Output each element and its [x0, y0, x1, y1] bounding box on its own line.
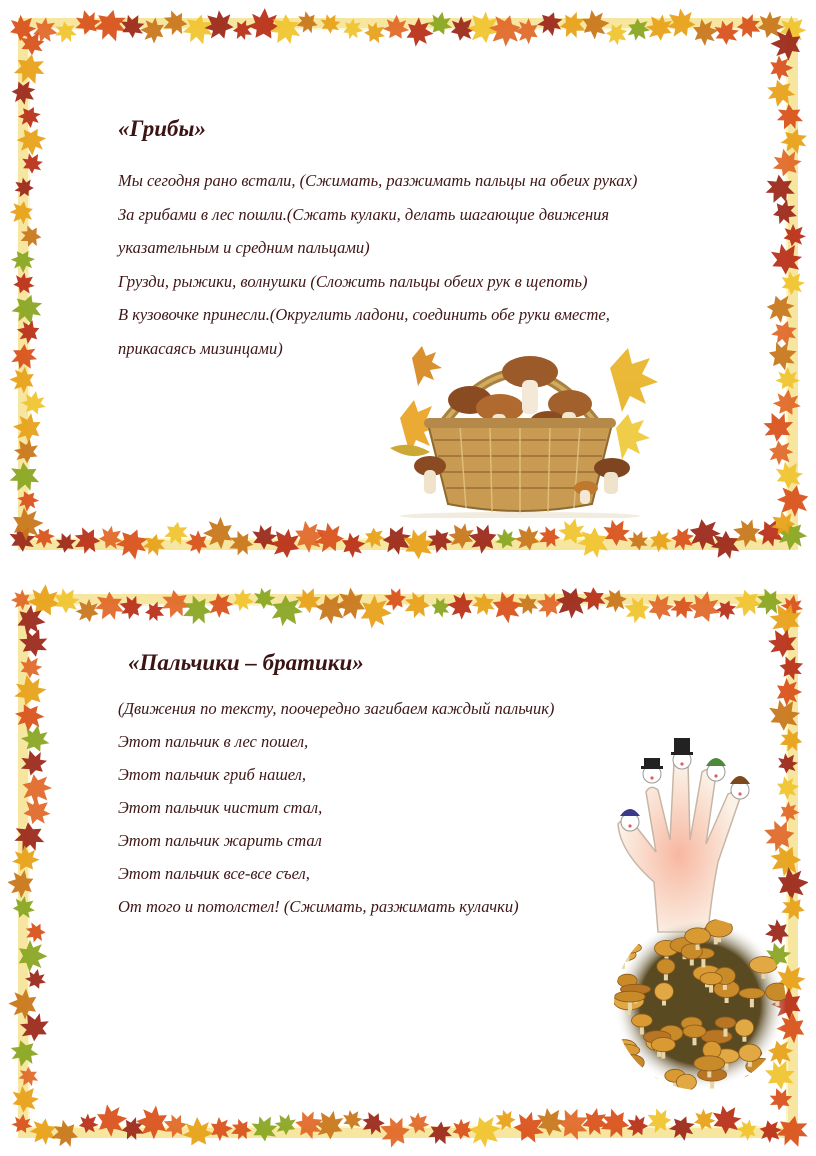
poem-title: «Грибы» — [118, 116, 206, 141]
poem-line: указательным и средним пальцами) — [118, 238, 370, 257]
poem-line: Этот пальчик жарить стал — [118, 831, 322, 850]
poem-line: Этот пальчик гриб нашел, — [118, 765, 307, 784]
poem-card-mushrooms — [8, 8, 808, 560]
poem-line: От того и потолстел! (Сжимать, разжимать кулачки) — [118, 897, 519, 916]
poem-line: В кузовочке принесли.(Округлить ладони, соединить обе руки вместе, — [118, 305, 610, 324]
poem-line: прикасаясь мизинцами) — [118, 338, 283, 358]
poem-line: Этот пальчик в лес пошел, — [118, 732, 309, 751]
mushroom-basket-icon — [380, 328, 660, 518]
poem-line: Этот пальчик чистит стал, — [118, 798, 323, 817]
finger-puppet-hand-icon — [600, 732, 780, 942]
poem-line: Этот пальчик все-все съел, — [118, 864, 310, 883]
poem-title: «Пальчики – братики» — [128, 650, 364, 675]
honey-mushrooms-icon — [610, 914, 790, 1094]
poem-card-fingers — [8, 584, 808, 1148]
poem-line: Грузди, рыжики, волнушки (Сложить пальцы обеих рук в щепоть) — [118, 271, 588, 291]
poem-line: (Движения по тексту, поочередно загибаем каждый пальчик) — [118, 699, 555, 718]
poem-line: Мы сегодня рано встали, (Сжимать, разжимать пальцы на обеих руках) — [118, 171, 638, 190]
poem-line: За грибами в лес пошли.(Сжать кулаки, делать шагающие движения — [118, 204, 610, 224]
